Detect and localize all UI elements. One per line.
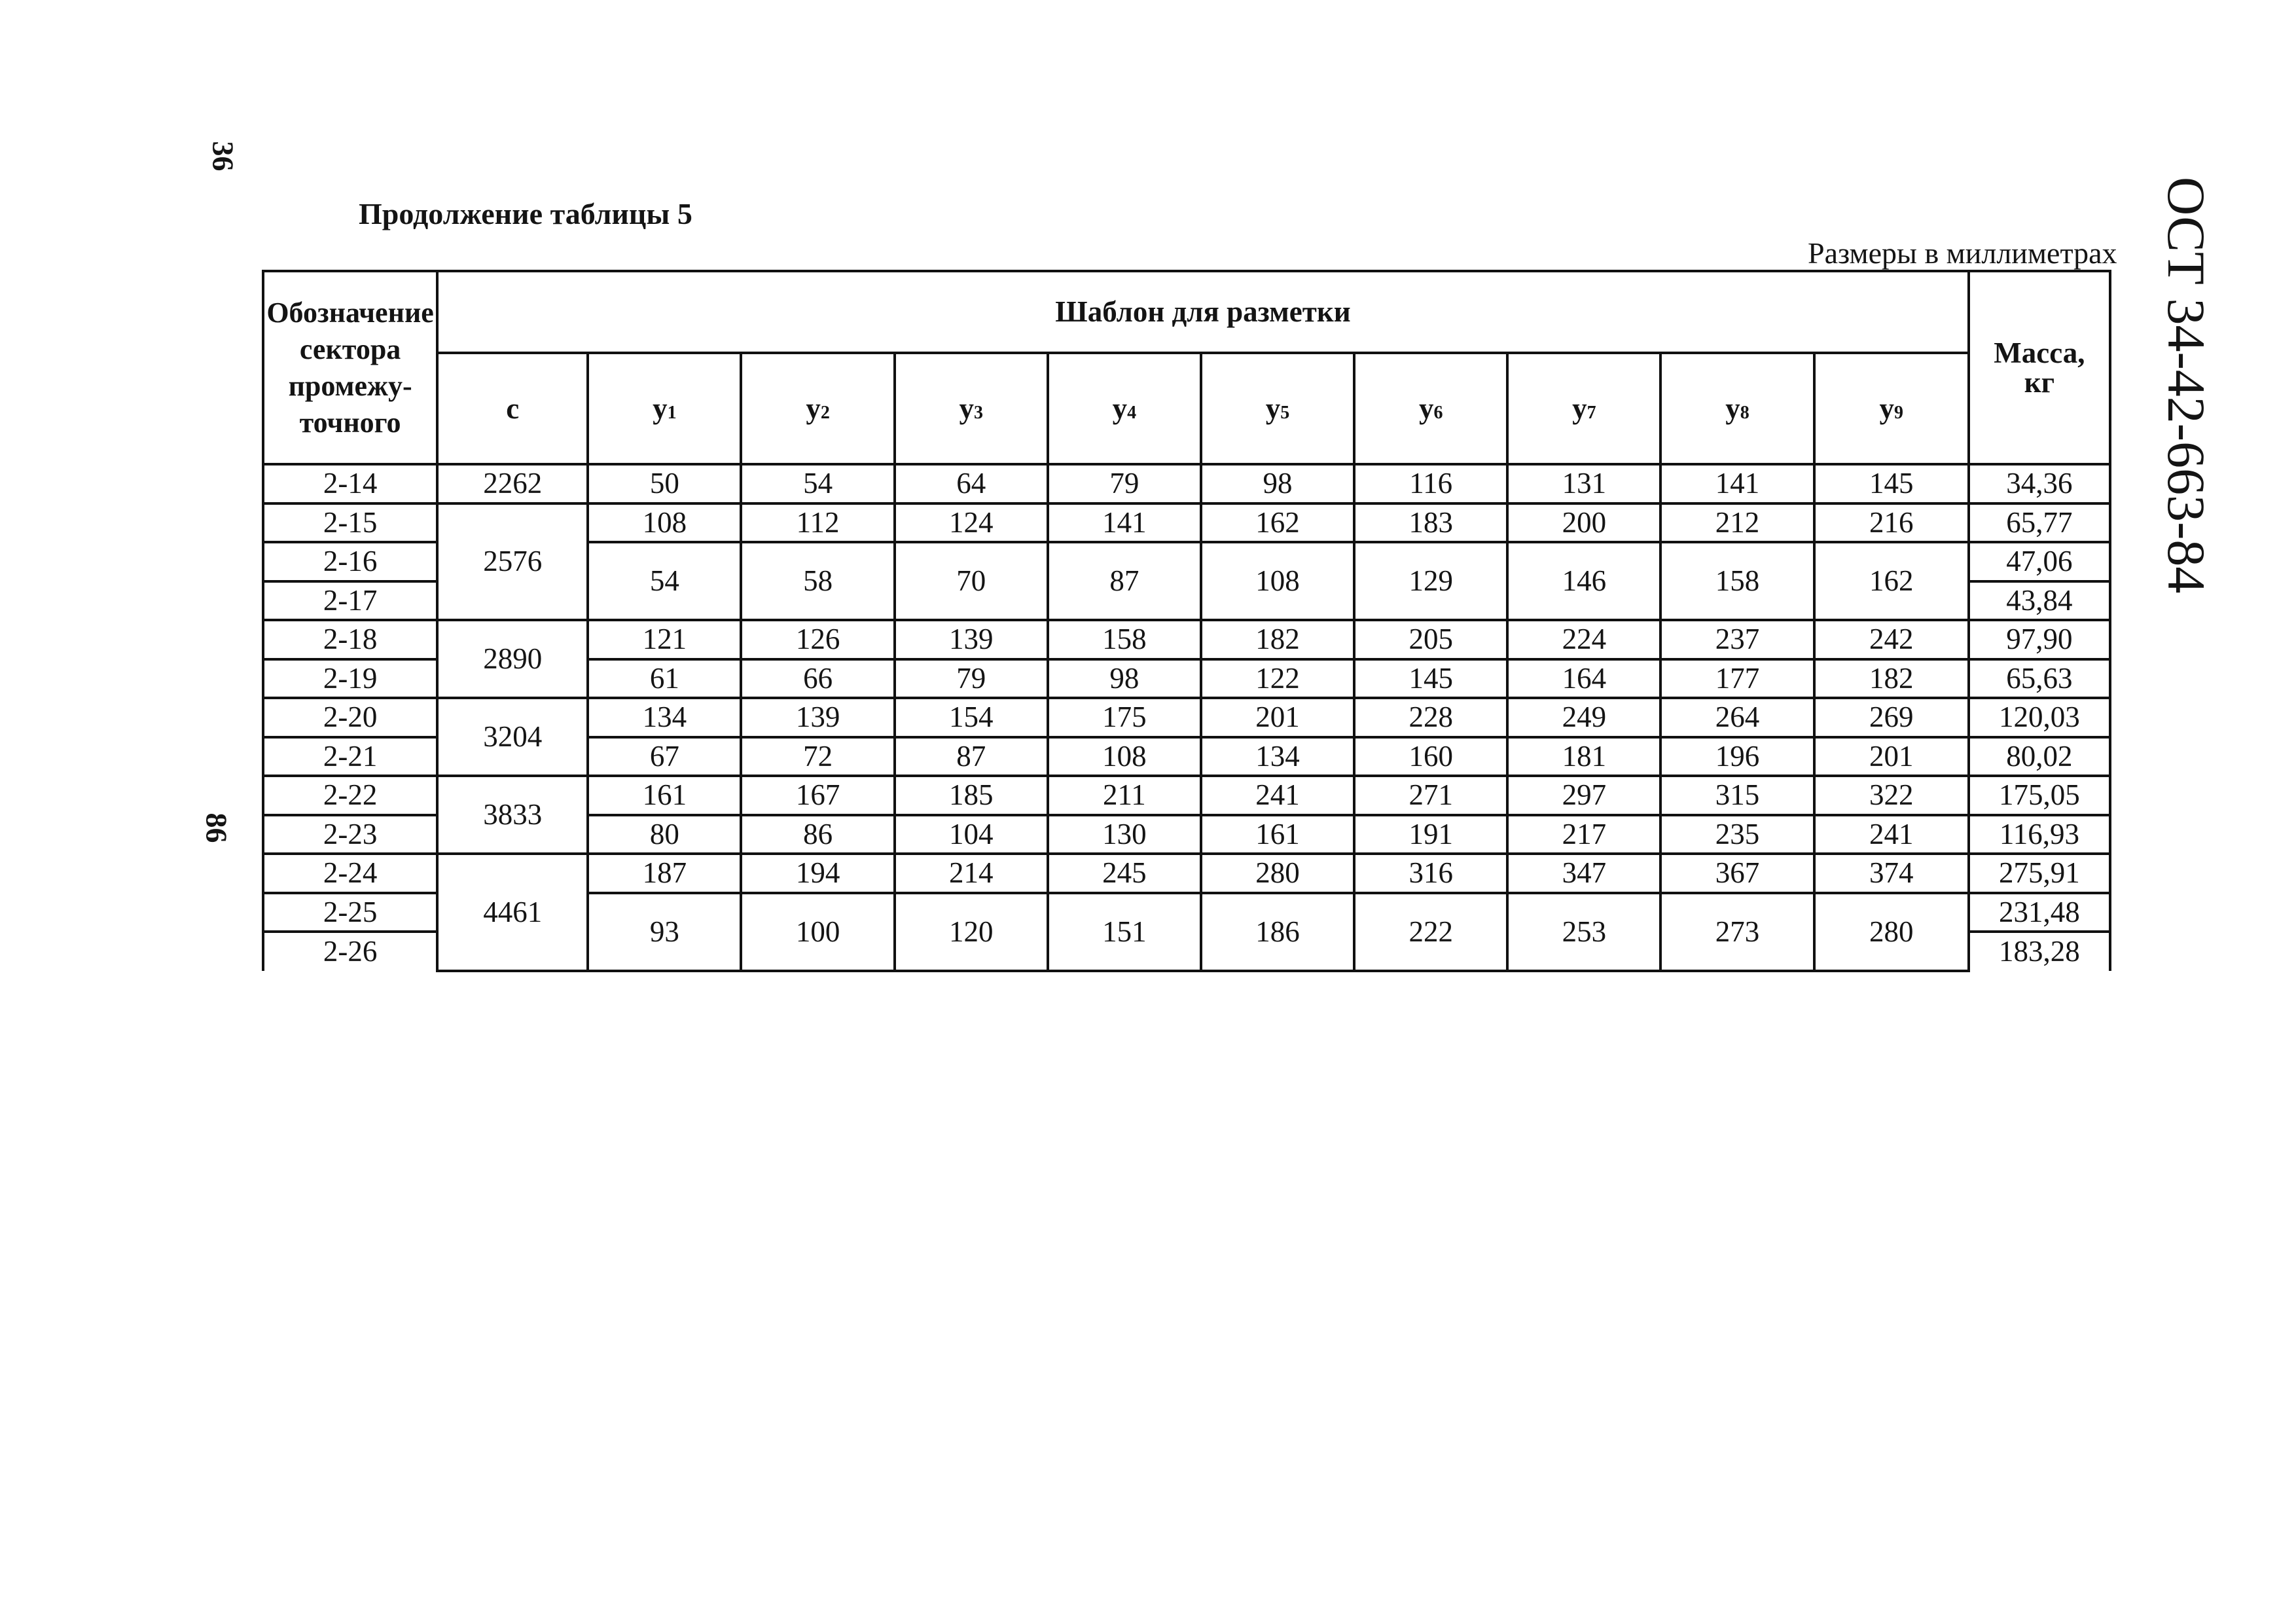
y8-cell: 235	[1660, 815, 1814, 854]
y2-cell: 139	[741, 698, 894, 737]
y3-cell: 64	[895, 464, 1048, 503]
y3-cell: 70	[895, 542, 1048, 620]
header-y-base: у	[1572, 392, 1587, 425]
y7-cell: 200	[1507, 503, 1660, 543]
y7-cell: 297	[1507, 776, 1660, 815]
y9-cell: 241	[1814, 815, 1969, 854]
y9-cell: 280	[1814, 893, 1969, 971]
y1-cell: 61	[588, 659, 741, 699]
header-designation: Обозначение сектора промежу-точного	[263, 271, 437, 464]
y6-cell: 145	[1354, 659, 1507, 699]
header-y8	[1660, 353, 1814, 464]
header-y9	[1814, 353, 1969, 464]
y7-cell: 249	[1507, 698, 1660, 737]
y8-cell: 273	[1660, 893, 1814, 971]
mass-cell: 65,77	[1969, 503, 2110, 543]
header-y-subscript: 1	[667, 402, 677, 423]
y4-cell: 211	[1048, 776, 1201, 815]
y3-cell: 139	[895, 620, 1048, 659]
y4-cell: 141	[1048, 503, 1201, 543]
y1-cell: 50	[588, 464, 741, 503]
y5-cell: 122	[1201, 659, 1354, 699]
mass-cell: 231,48	[1969, 893, 2110, 932]
y9-cell: 216	[1814, 503, 1969, 543]
y9-cell: 182	[1814, 659, 1969, 699]
y7-cell: 347	[1507, 854, 1660, 893]
y5-cell: 201	[1201, 698, 1354, 737]
y2-cell: 112	[741, 503, 894, 543]
mass-cell: 47,06	[1969, 542, 2110, 581]
y7-cell: 217	[1507, 815, 1660, 854]
mass-cell: 65,63	[1969, 659, 2110, 699]
header-y-base: у	[1112, 392, 1128, 425]
designation-cell: 2-22	[263, 776, 437, 815]
y9-cell: 145	[1814, 464, 1969, 503]
y9-cell: 322	[1814, 776, 1969, 815]
designation-cell: 2-21	[263, 737, 437, 776]
header-y-subscript: 9	[1893, 402, 1903, 423]
header-y1	[588, 353, 741, 464]
designation-cell: 2-20	[263, 698, 437, 737]
header-y-base: у	[653, 392, 668, 425]
y2-cell: 126	[741, 620, 894, 659]
y4-cell: 108	[1048, 737, 1201, 776]
designation-cell: 2-25	[263, 893, 437, 932]
y6-cell: 228	[1354, 698, 1507, 737]
y3-cell: 87	[895, 737, 1048, 776]
y3-cell: 214	[895, 854, 1048, 893]
table-body	[263, 464, 2110, 971]
y9-cell: 162	[1814, 542, 1969, 620]
header-y-base: у	[1725, 392, 1740, 425]
y1-cell: 54	[588, 542, 741, 620]
y7-cell: 181	[1507, 737, 1660, 776]
y3-cell: 79	[895, 659, 1048, 699]
y1-cell: 187	[588, 854, 741, 893]
y2-cell: 167	[741, 776, 894, 815]
y9-cell: 242	[1814, 620, 1969, 659]
y1-cell: 80	[588, 815, 741, 854]
designation-cell: 2-26	[263, 932, 437, 971]
header-y7	[1507, 353, 1660, 464]
designation-cell: 2-16	[263, 542, 437, 581]
y8-cell: 212	[1660, 503, 1814, 543]
table-caption: Продолжение таблицы 5	[359, 197, 692, 230]
c-cell: 2262	[437, 464, 588, 503]
designation-cell: 2-17	[263, 581, 437, 621]
c-cell: 3833	[437, 776, 588, 854]
header-y-subscript: 8	[1740, 402, 1749, 423]
mass-cell: 183,28	[1969, 932, 2110, 971]
c-cell: 2890	[437, 620, 588, 698]
header-y2	[741, 353, 894, 464]
header-y-base: у	[959, 392, 974, 425]
y9-cell: 269	[1814, 698, 1969, 737]
y7-cell: 164	[1507, 659, 1660, 699]
y3-cell: 124	[895, 503, 1048, 543]
header-y-base: у	[1265, 392, 1281, 425]
y5-cell: 134	[1201, 737, 1354, 776]
document-code: ОСТ 34-42-663-84	[2157, 177, 2216, 594]
y6-cell: 116	[1354, 464, 1507, 503]
y2-cell: 66	[741, 659, 894, 699]
y3-cell: 154	[895, 698, 1048, 737]
y4-cell: 245	[1048, 854, 1201, 893]
header-y-subscript: 6	[1433, 402, 1443, 423]
y8-cell: 158	[1660, 542, 1814, 620]
page-number-side: 86	[200, 812, 234, 843]
y6-cell: 129	[1354, 542, 1507, 620]
y2-cell: 58	[741, 542, 894, 620]
y4-cell: 158	[1048, 620, 1201, 659]
y6-cell: 222	[1354, 893, 1507, 971]
y8-cell: 264	[1660, 698, 1814, 737]
y4-cell: 79	[1048, 464, 1201, 503]
header-y-subscript: 7	[1587, 402, 1596, 423]
data-table	[262, 270, 2111, 972]
y6-cell: 205	[1354, 620, 1507, 659]
header-y-subscript: 4	[1127, 402, 1137, 423]
mass-cell: 43,84	[1969, 581, 2110, 621]
y2-cell: 72	[741, 737, 894, 776]
y1-cell: 67	[588, 737, 741, 776]
units-note: Размеры в миллиметрах	[1808, 236, 2117, 270]
y5-cell: 162	[1201, 503, 1354, 543]
y4-cell: 98	[1048, 659, 1201, 699]
table-row	[263, 698, 2110, 737]
y5-cell: 280	[1201, 854, 1354, 893]
designation-cell: 2-18	[263, 620, 437, 659]
mass-cell: 116,93	[1969, 815, 2110, 854]
y6-cell: 316	[1354, 854, 1507, 893]
y7-cell: 253	[1507, 893, 1660, 971]
designation-cell: 2-23	[263, 815, 437, 854]
c-cell: 3204	[437, 698, 588, 776]
y2-cell: 86	[741, 815, 894, 854]
y3-cell: 120	[895, 893, 1048, 971]
header-template: Шаблон для разметки	[437, 271, 1969, 353]
y5-cell: 182	[1201, 620, 1354, 659]
y6-cell: 183	[1354, 503, 1507, 543]
y8-cell: 141	[1660, 464, 1814, 503]
header-y-base: у	[1418, 392, 1434, 425]
y1-cell: 121	[588, 620, 741, 659]
c-cell: 2576	[437, 503, 588, 621]
y4-cell: 151	[1048, 893, 1201, 971]
y7-cell: 146	[1507, 542, 1660, 620]
y5-cell: 186	[1201, 893, 1354, 971]
y1-cell: 134	[588, 698, 741, 737]
table-row	[263, 620, 2110, 659]
y1-cell: 108	[588, 503, 741, 543]
header-y-base: у	[1879, 392, 1894, 425]
y6-cell: 271	[1354, 776, 1507, 815]
y6-cell: 160	[1354, 737, 1507, 776]
table-row	[263, 503, 2110, 543]
mass-cell: 80,02	[1969, 737, 2110, 776]
page-number-top: 36	[206, 141, 240, 172]
header-c: с	[437, 353, 588, 464]
mass-cell: 175,05	[1969, 776, 2110, 815]
header-y4	[1048, 353, 1201, 464]
table-row	[263, 776, 2110, 815]
y8-cell: 367	[1660, 854, 1814, 893]
y2-cell: 54	[741, 464, 894, 503]
header-y-base: у	[806, 392, 821, 425]
mass-cell: 97,90	[1969, 620, 2110, 659]
y5-cell: 241	[1201, 776, 1354, 815]
header-y-subscript: 5	[1280, 402, 1290, 423]
y7-cell: 131	[1507, 464, 1660, 503]
y1-cell: 93	[588, 893, 741, 971]
y2-cell: 194	[741, 854, 894, 893]
y5-cell: 108	[1201, 542, 1354, 620]
table-row	[263, 464, 2110, 503]
c-cell: 4461	[437, 854, 588, 971]
y3-cell: 185	[895, 776, 1048, 815]
y8-cell: 177	[1660, 659, 1814, 699]
designation-cell: 2-19	[263, 659, 437, 699]
designation-cell: 2-15	[263, 503, 437, 543]
header-y5	[1201, 353, 1354, 464]
y8-cell: 196	[1660, 737, 1814, 776]
mass-cell: 120,03	[1969, 698, 2110, 737]
y4-cell: 87	[1048, 542, 1201, 620]
y9-cell: 374	[1814, 854, 1969, 893]
y3-cell: 104	[895, 815, 1048, 854]
mass-cell: 275,91	[1969, 854, 2110, 893]
table-row	[263, 854, 2110, 893]
y4-cell: 130	[1048, 815, 1201, 854]
y2-cell: 100	[741, 893, 894, 971]
header-y-subscript: 3	[973, 402, 983, 423]
designation-cell: 2-14	[263, 464, 437, 503]
designation-cell: 2-24	[263, 854, 437, 893]
y6-cell: 191	[1354, 815, 1507, 854]
header-y6	[1354, 353, 1507, 464]
header-y-subscript: 2	[820, 402, 830, 423]
y7-cell: 224	[1507, 620, 1660, 659]
y9-cell: 201	[1814, 737, 1969, 776]
header-mass: Масса, кг	[1969, 271, 2110, 464]
y8-cell: 237	[1660, 620, 1814, 659]
y8-cell: 315	[1660, 776, 1814, 815]
mass-cell: 34,36	[1969, 464, 2110, 503]
y1-cell: 161	[588, 776, 741, 815]
y5-cell: 98	[1201, 464, 1354, 503]
header-y3	[895, 353, 1048, 464]
y4-cell: 175	[1048, 698, 1201, 737]
y5-cell: 161	[1201, 815, 1354, 854]
